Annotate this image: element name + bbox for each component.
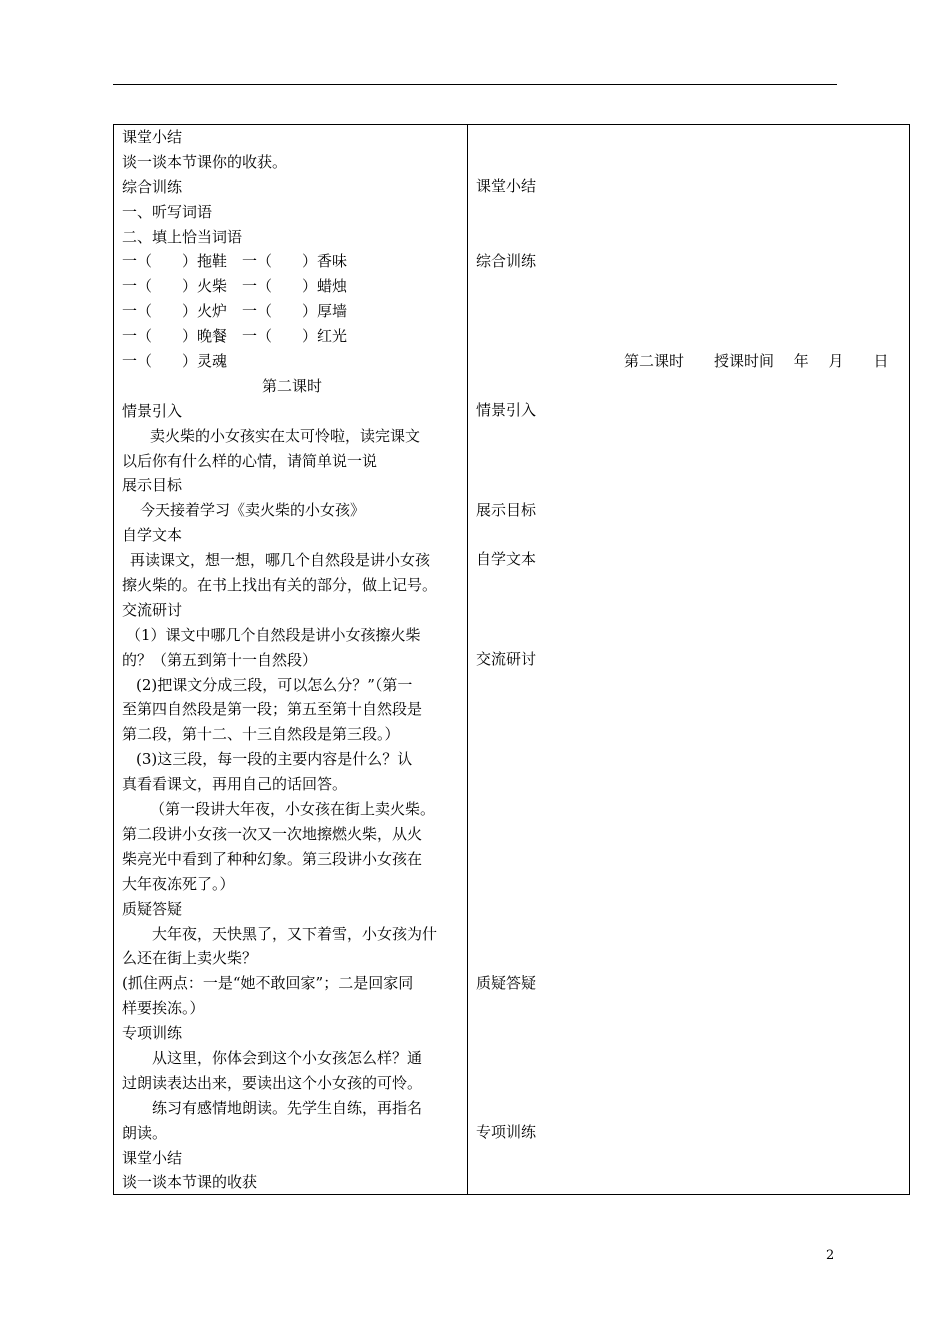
content-line: 一（ ）火炉 一（ ）厚墙 xyxy=(122,302,348,321)
content-line: 自学文本 xyxy=(122,526,183,545)
content-line: 课堂小结 xyxy=(122,1148,183,1167)
step-label: 自学文本 xyxy=(476,550,537,569)
column-divider xyxy=(467,125,468,1194)
content-line: 一（ ）晚餐 一（ ）红光 xyxy=(122,327,348,346)
content-line: (抓住两点：一是“她不敢回家”；二是回家同 xyxy=(122,974,414,993)
content-line: （1）课文中哪几个自然段是讲小女孩擦火柴 xyxy=(126,625,421,644)
content-line: 交流研讨 xyxy=(122,600,183,619)
content-line: 二、填上恰当词语 xyxy=(122,227,243,246)
content-line: 第二课时 xyxy=(261,376,322,395)
content-line: 一（ ）灵魂 xyxy=(122,352,228,371)
content-line: 么还在街上卖火柴？ xyxy=(122,949,258,968)
content-line: 综合训练 xyxy=(122,177,183,196)
content-line: （第一段讲大年夜，小女孩在街上卖火柴。 xyxy=(150,800,436,819)
content-line: 专项训练 xyxy=(122,1024,183,1043)
step-label: 交流研讨 xyxy=(476,650,537,668)
page-number: 2 xyxy=(826,1248,835,1263)
content-line: 朗读。 xyxy=(122,1123,168,1142)
step-label: 展示目标 xyxy=(476,500,537,519)
content-line: 情景引入 xyxy=(122,401,183,420)
content-line: 质疑答疑 xyxy=(122,899,183,918)
content-line: 从这里，你体会到这个小女孩怎么样？通 xyxy=(152,1048,423,1067)
content-line: 样要挨冻。） xyxy=(122,999,205,1018)
content-line: 过朗读表达出来，要读出这个小女孩的可怜。 xyxy=(122,1073,423,1092)
content-line: (2)把课文分成三段，可以怎么分？”（第一 xyxy=(136,675,413,694)
content-line: 谈一谈本节课你的收获。 xyxy=(122,152,288,171)
teaching-content-column xyxy=(122,125,462,1195)
step-label: 质疑答疑 xyxy=(476,973,537,992)
step-label: 课堂小结 xyxy=(476,176,537,195)
content-line: 一、听写词语 xyxy=(122,202,213,221)
lesson-plan-table xyxy=(113,124,910,1195)
content-line: 大年夜，天快黑了，又下着雪，小女孩为什 xyxy=(152,924,438,943)
content-line: 今天接着学习《卖火柴的小女孩》 xyxy=(140,501,366,520)
content-line: 展示目标 xyxy=(122,476,183,495)
content-line: 课堂小结 xyxy=(122,128,183,146)
step-label: 综合训练 xyxy=(476,251,537,270)
content-line: 练习有感情地朗读。先学生自练，再指名 xyxy=(152,1098,423,1117)
content-line: 卖火柴的小女孩实在太可怜啦，读完课文 xyxy=(150,426,421,445)
content-line: 真看看课文，再用自己的话回答。 xyxy=(122,775,348,794)
content-line: 擦火柴的。在书上找出有关的部分，做上记号。 xyxy=(122,576,438,595)
content-line: 谈一谈本节课的收获 xyxy=(122,1173,258,1192)
content-line: 大年夜冻死了。） xyxy=(122,874,235,893)
step-label: 专项训练 xyxy=(476,1123,537,1142)
content-line: 第二段讲小女孩一次又一次地擦燃火柴，从火 xyxy=(122,824,423,843)
content-line: 至第四自然段是第一段；第五至第十自然段是 xyxy=(122,700,423,719)
step-label: 情景引入 xyxy=(476,401,537,419)
lesson-time-header: 第二课时 授课时间 年 月 日 xyxy=(624,352,889,370)
content-line: 第二段，第十二、十三自然段是第三段。） xyxy=(122,725,400,744)
content-line: 再读课文，想一想，哪几个自然段是讲小女孩 xyxy=(130,551,431,570)
content-line: 一（ ）拖鞋 一（ ）香味 xyxy=(122,252,348,271)
content-line: 柴亮光中看到了种种幻象。第三段讲小女孩在 xyxy=(122,849,423,868)
content-line: 的？（第五到第十一自然段） xyxy=(122,650,318,669)
header-rule xyxy=(113,84,837,85)
content-line: 以后你有什么样的心情，请简单说一说 xyxy=(122,451,378,470)
content-line: (3)这三段，每一段的主要内容是什么？认 xyxy=(136,750,413,769)
content-line: 一（ ）火柴 一（ ）蜡烛 xyxy=(122,277,348,296)
